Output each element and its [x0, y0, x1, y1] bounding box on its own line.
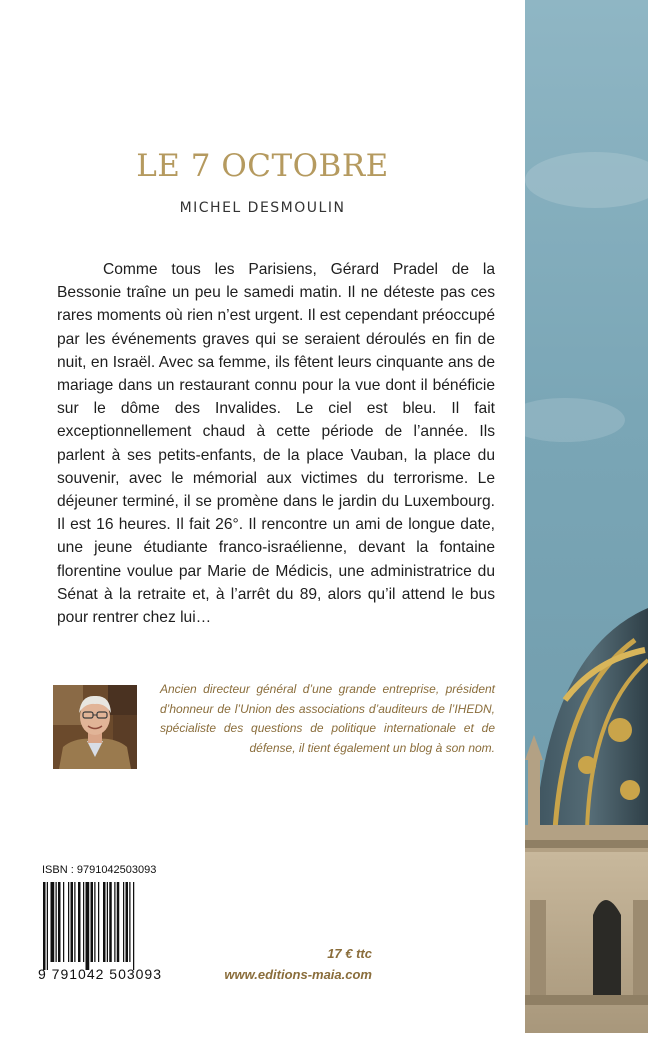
cover-photo-dome [525, 0, 648, 1033]
barcode-bar [107, 882, 108, 962]
author-name: MICHEL DESMOULIN [179, 200, 346, 216]
isbn-label: ISBN : 9791042503093 [42, 864, 157, 876]
barcode [41, 882, 163, 974]
barcode-bar [63, 882, 64, 962]
author-bio: Ancien directeur général d’une grande entreprise, président d’honneur de l’Union des associations d’auditeurs de l’IHEDN, spécialiste des questions de politique internationale et de défense, il tient également un blog à son nom. [160, 682, 495, 755]
synopsis-paragraph: Comme tous les Parisiens, Gérard Pradel de la Bessonie traîne un peu le samedi matin. Il ne déteste pas ces rares moments où rien n’est urgent. Il est cependant préoccupé par les événements graves qui se seraient déroulés en fin de nuit, en Israël. Avec sa femme, ils fêtent leurs cinquante ans de mariage dans un restaurant connu pour la vue dont il bénéficie sur le dôme des Invalides. Le ciel est bleu. Il fait exceptionnellement chaud à cette période de l’année. Ils parlent à ses petits-enfants, de la place Vauban, la place du souvenir, avec le mémorial aux victimes du terrorisme. Le déjeuner terminé, il se promène dans le jardin du Luxembourg. Il est 16 heures. Il fait 26°. Il rencontre un ami de longue date, une jeune étudiante franco-israélienne, devant la fontaine florentine voulue par Marie de Médicis, une administratrice du Sénat à la retraite et, à l’arrêt du 89, alors qu’il attend le bus pour rentrer chez lui… [57, 261, 495, 627]
barcode-bar [83, 882, 84, 962]
barcode-bar [114, 882, 115, 962]
barcode-bar [117, 882, 120, 962]
barcode-bar [58, 882, 61, 962]
barcode-bar [56, 882, 57, 962]
barcode-bar [43, 882, 46, 970]
barcode-bar [91, 882, 94, 962]
barcode-bar [133, 882, 134, 970]
barcode-bar [109, 882, 112, 962]
synopsis-text [57, 258, 495, 629]
barcode-bar [129, 882, 130, 962]
author-photo [53, 685, 137, 769]
price: 17 € ttc [327, 946, 372, 961]
book-title: LE 7 OCTOBRE [136, 148, 389, 184]
barcode-bar [51, 882, 55, 962]
barcode-bar [123, 882, 124, 962]
barcode-bar [68, 882, 69, 962]
barcode-digits: 9 791042 503093 [38, 966, 162, 982]
barcode-bar [47, 882, 48, 970]
publisher-website: www.editions-maia.com [224, 967, 372, 982]
barcode-bar [126, 882, 129, 962]
barcode-bar [86, 882, 90, 970]
barcode-bar [103, 882, 106, 962]
barcode-bar [74, 882, 75, 962]
barcode-bar [98, 882, 99, 962]
barcode-bar [94, 882, 95, 962]
barcode-bar [71, 882, 74, 962]
barcode-bar [78, 882, 81, 962]
